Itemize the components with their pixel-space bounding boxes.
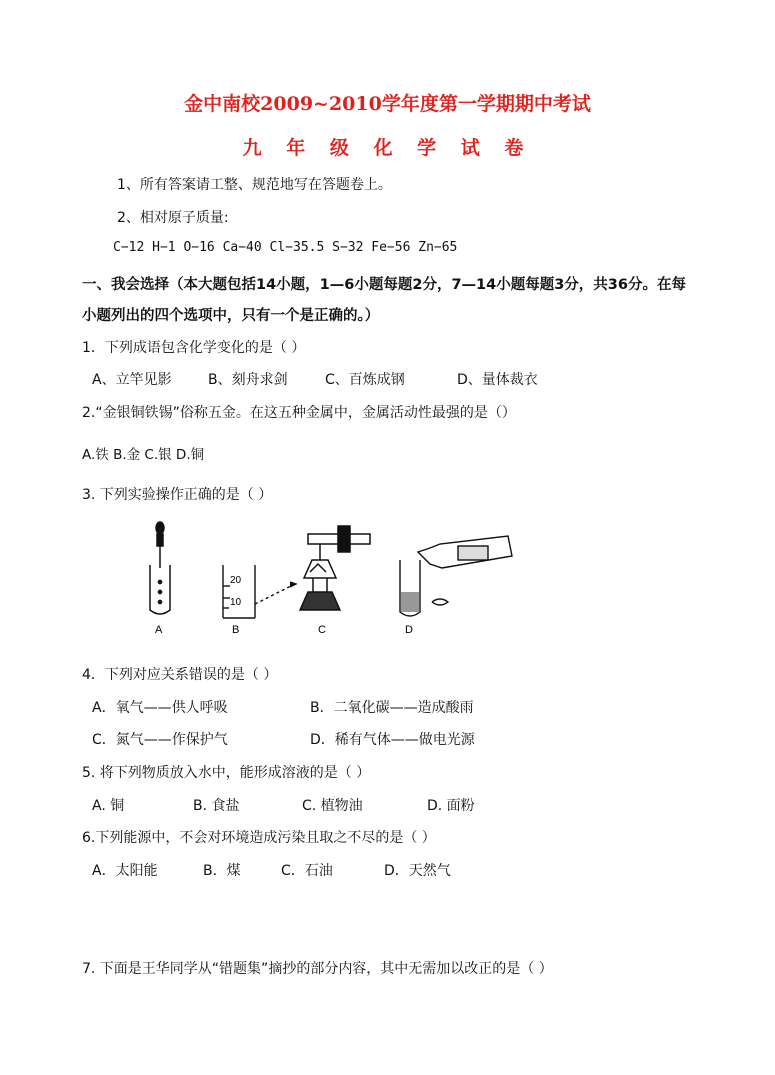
question-5-stem: 5. 将下列物质放入水中，能形成溶液的是（ ） (82, 765, 371, 781)
lab-operations-figure (130, 520, 520, 645)
question-5-option-d: D. 面粉 (427, 798, 475, 814)
question-6-option-b: B．煤 (203, 863, 241, 879)
cylinder-mark-20: 20 (230, 575, 242, 586)
note-1: 1、所有答案请工整、规范地写在答题卷上。 (117, 177, 392, 193)
atomic-masses: C−12 H−1 O−16 Ca−40 Cl−35.5 S−32 Fe−56 Zn−65 (113, 240, 458, 255)
question-6-option-d: D．天然气 (384, 863, 451, 879)
question-6-stem: 6.下列能源中，不会对环境造成污染且取之不尽的是（ ） (82, 830, 436, 846)
option-b-label: B (232, 624, 240, 636)
question-1-option-a: A、立竿见影 (92, 372, 172, 388)
option-d-label: D (405, 624, 413, 636)
question-7-stem: 7. 下面是王华同学从“错题集”摘抄的部分内容，其中无需加以改正的是（ ） (82, 961, 553, 977)
question-3-stem: 3. 下列实验操作正确的是（ ） (82, 487, 273, 503)
question-2-stem: 2.“金银铜铁锡”俗称五金。在这五种金属中，金属活动性最强的是（） (82, 405, 516, 421)
question-1-option-c: C、百炼成钢 (325, 372, 405, 388)
question-5-option-c: C. 植物油 (302, 798, 363, 814)
option-c-heating-figure (300, 526, 370, 610)
question-4-option-b: B．二氧化碳——造成酸雨 (310, 700, 474, 716)
question-4-option-a: A．氧气——供人呼吸 (92, 700, 228, 716)
option-b-cylinder-figure (223, 565, 296, 618)
cylinder-mark-10: 10 (230, 597, 242, 608)
question-1-stem: 1．下列成语包含化学变化的是（ ） (82, 340, 306, 356)
question-5-option-a: A. 铜 (92, 798, 125, 814)
note-2: 2、相对原子质量: (117, 210, 229, 226)
question-1-option-d: D、量体裁衣 (457, 372, 538, 388)
question-4-option-d: D．稀有气体——做电光源 (310, 732, 475, 748)
question-2-options: A.铁 B.金 C.银 D.铜 (82, 447, 205, 463)
section-1-heading-line-1: 一、我会选择（本大题包括14小题，1—6小题每题2分，7—14小题每题3分，共36分。在每 (82, 277, 686, 293)
option-a-dropper-figure (150, 522, 170, 614)
exam-subtitle: 九 年 级 化 学 试 卷 (242, 137, 533, 159)
section-1-heading-line-2: 小题列出的四个选项中，只有一个是正确的。） (82, 308, 380, 324)
question-1-option-b: B、刻舟求剑 (208, 372, 288, 388)
question-4-stem: 4．下列对应关系错误的是（ ） (82, 667, 278, 683)
option-d-pouring-figure (400, 536, 512, 616)
question-6-option-a: A．太阳能 (92, 863, 158, 879)
question-4-option-c: C．氮气——作保护气 (92, 732, 228, 748)
question-6-option-c: C．石油 (281, 863, 333, 879)
option-c-label: C (318, 624, 326, 636)
question-5-option-b: B. 食盐 (193, 798, 240, 814)
exam-title: 金中南校2009~2010学年度第一学期期中考试 (184, 93, 591, 115)
option-a-label: A (155, 624, 163, 636)
